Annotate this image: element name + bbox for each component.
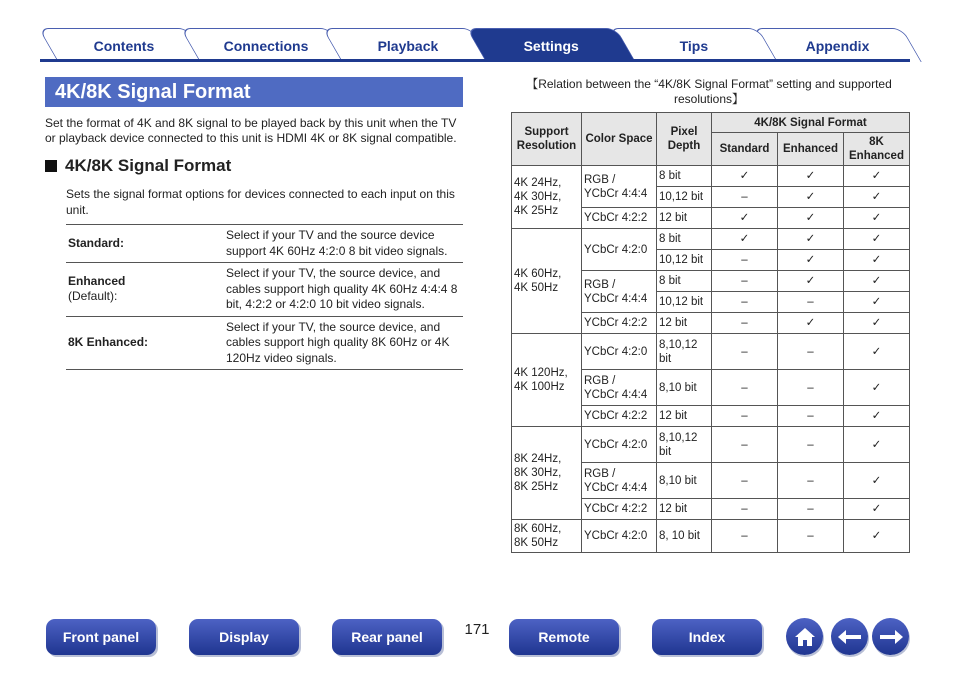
- standard-cell: –: [712, 292, 778, 313]
- standard-cell: –: [712, 427, 778, 463]
- color-space-cell: RGB / YCbCr 4:4:4: [582, 271, 657, 313]
- enhanced-cell: ✓: [778, 229, 844, 250]
- standard-cell: –: [712, 406, 778, 427]
- resolution-cell: 8K 60Hz, 8K 50Hz: [512, 520, 582, 553]
- standard-cell: –: [712, 520, 778, 553]
- 8k-enhanced-cell: ✓: [844, 208, 910, 229]
- 8k-enhanced-cell: ✓: [844, 370, 910, 406]
- 8k-enhanced-cell: ✓: [844, 187, 910, 208]
- page-number: 171: [464, 621, 490, 638]
- tab-contents[interactable]: Contents: [38, 28, 208, 62]
- tab-baseline: [40, 59, 910, 62]
- front-panel-button[interactable]: Front panel: [46, 619, 156, 655]
- left-column: [45, 77, 463, 370]
- enhanced-cell: ✓: [778, 166, 844, 187]
- pixel-depth-cell: 10,12 bit: [657, 292, 712, 313]
- color-space-cell: RGB / YCbCr 4:4:4: [582, 370, 657, 406]
- tab-playback[interactable]: Playback: [322, 28, 492, 62]
- tab-connections[interactable]: Connections: [180, 28, 350, 62]
- pixel-depth-cell: 10,12 bit: [657, 250, 712, 271]
- index-button[interactable]: Index: [652, 619, 762, 655]
- standard-cell: –: [712, 370, 778, 406]
- option-note: (Default):: [68, 289, 118, 304]
- pixel-depth-cell: 10,12 bit: [657, 187, 712, 208]
- enhanced-cell: ✓: [778, 250, 844, 271]
- 8k-enhanced-cell: ✓: [844, 427, 910, 463]
- resolution-table: [511, 112, 910, 553]
- option-name: Standard:: [68, 235, 125, 250]
- intro-text: Set the format of 4K and 8K signal to be played back by this unit when the TV or playback device connected to this unit is HDMI 4K or 8K signal compatible.: [45, 116, 457, 145]
- resolution-cell: 4K 120Hz, 4K 100Hz: [512, 334, 582, 427]
- 8k-enhanced-cell: ✓: [844, 406, 910, 427]
- standard-cell: –: [712, 334, 778, 370]
- standard-cell: –: [712, 499, 778, 520]
- enhanced-cell: ✓: [778, 187, 844, 208]
- standard-cell: –: [712, 313, 778, 334]
- options-table: [66, 224, 463, 370]
- back-arrow-icon[interactable]: [831, 618, 868, 655]
- 8k-enhanced-cell: ✓: [844, 463, 910, 499]
- pixel-depth-cell: 8 bit: [657, 229, 712, 250]
- enhanced-cell: –: [778, 370, 844, 406]
- header-standard: Standard: [712, 133, 778, 166]
- remote-button[interactable]: Remote: [509, 619, 619, 655]
- 8k-enhanced-cell: ✓: [844, 166, 910, 187]
- 8k-enhanced-cell: ✓: [844, 229, 910, 250]
- color-space-cell: YCbCr 4:2:0: [582, 427, 657, 463]
- table-row: [512, 166, 910, 187]
- pixel-depth-cell: 8,10 bit: [657, 370, 712, 406]
- option-row-8k-enhanced: [66, 316, 463, 370]
- 8k-enhanced-cell: ✓: [844, 520, 910, 553]
- color-space-cell: YCbCr 4:2:2: [582, 208, 657, 229]
- option-row-standard: [66, 225, 463, 263]
- enhanced-cell: –: [778, 463, 844, 499]
- standard-cell: ✓: [712, 208, 778, 229]
- resolution-cell: 8K 24Hz, 8K 30Hz, 8K 25Hz: [512, 427, 582, 520]
- tab-appendix[interactable]: Appendix: [752, 28, 922, 62]
- color-space-cell: YCbCr 4:2:0: [582, 229, 657, 271]
- forward-arrow-icon[interactable]: [872, 618, 909, 655]
- color-space-cell: YCbCr 4:2:0: [582, 520, 657, 553]
- option-desc: Select if your TV, the source device, and cables support high quality 8K 60Hz or 4K 120Hz video signals.: [224, 316, 463, 370]
- square-bullet-icon: [45, 160, 57, 172]
- standard-cell: ✓: [712, 229, 778, 250]
- page-title: 4K/8K Signal Format: [45, 77, 463, 107]
- enhanced-cell: –: [778, 427, 844, 463]
- enhanced-cell: ✓: [778, 313, 844, 334]
- header-enhanced: Enhanced: [778, 133, 844, 166]
- standard-cell: –: [712, 463, 778, 499]
- 8k-enhanced-cell: ✓: [844, 313, 910, 334]
- pixel-depth-cell: 8,10 bit: [657, 463, 712, 499]
- enhanced-cell: ✓: [778, 208, 844, 229]
- color-space-cell: YCbCr 4:2:2: [582, 499, 657, 520]
- color-space-cell: YCbCr 4:2:2: [582, 313, 657, 334]
- resolution-cell: 4K 60Hz, 4K 50Hz: [512, 229, 582, 334]
- enhanced-cell: –: [778, 406, 844, 427]
- resolution-cell: 4K 24Hz, 4K 30Hz, 4K 25Hz: [512, 166, 582, 229]
- subheading-description: Sets the signal format options for devices connected to each input on this unit.: [66, 187, 455, 217]
- header-8k-enhanced: 8K Enhanced: [844, 133, 910, 166]
- color-space-cell: YCbCr 4:2:2: [582, 406, 657, 427]
- top-tab-bar: [40, 26, 910, 62]
- pixel-depth-cell: 12 bit: [657, 313, 712, 334]
- 8k-enhanced-cell: ✓: [844, 292, 910, 313]
- pixel-depth-cell: 12 bit: [657, 499, 712, 520]
- pixel-depth-cell: 8,10,12 bit: [657, 427, 712, 463]
- subheading-text: 4K/8K Signal Format: [65, 156, 232, 175]
- color-space-cell: RGB / YCbCr 4:4:4: [582, 463, 657, 499]
- 8k-enhanced-cell: ✓: [844, 499, 910, 520]
- pixel-depth-cell: 12 bit: [657, 208, 712, 229]
- pixel-depth-cell: 8, 10 bit: [657, 520, 712, 553]
- option-desc: Select if your TV and the source device support 4K 60Hz 4:2:0 8 bit video signals.: [224, 225, 463, 263]
- standard-cell: ✓: [712, 166, 778, 187]
- enhanced-cell: –: [778, 499, 844, 520]
- table-row: [512, 229, 910, 250]
- rear-panel-button[interactable]: Rear panel: [332, 619, 442, 655]
- resolution-table-body: [512, 166, 910, 553]
- standard-cell: –: [712, 187, 778, 208]
- 8k-enhanced-cell: ✓: [844, 250, 910, 271]
- header-signal-format: 4K/8K Signal Format: [712, 113, 910, 133]
- table-row: [512, 334, 910, 370]
- header-pixel-depth: Pixel Depth: [657, 113, 712, 166]
- pixel-depth-cell: 8 bit: [657, 166, 712, 187]
- pixel-depth-cell: 12 bit: [657, 406, 712, 427]
- option-desc: Select if your TV, the source device, and cables support high quality 4K 60Hz 4:4:4 8 bit, 4:2:2 or 4:2:0 10 bit video signals.: [224, 263, 463, 317]
- enhanced-cell: –: [778, 292, 844, 313]
- table-caption: 【Relation between the “4K/8K Signal Format” setting and supported resolutions】: [526, 77, 892, 106]
- color-space-cell: YCbCr 4:2:0: [582, 334, 657, 370]
- pixel-depth-cell: 8,10,12 bit: [657, 334, 712, 370]
- table-row: [512, 520, 910, 553]
- display-button[interactable]: Display: [189, 619, 299, 655]
- subheading: [45, 156, 463, 176]
- table-row: [512, 427, 910, 463]
- home-icon[interactable]: [786, 618, 823, 655]
- 8k-enhanced-cell: ✓: [844, 271, 910, 292]
- enhanced-cell: –: [778, 520, 844, 553]
- 8k-enhanced-cell: ✓: [844, 334, 910, 370]
- pixel-depth-cell: 8 bit: [657, 271, 712, 292]
- standard-cell: –: [712, 250, 778, 271]
- tab-tips[interactable]: Tips: [608, 28, 778, 62]
- standard-cell: –: [712, 271, 778, 292]
- enhanced-cell: –: [778, 334, 844, 370]
- option-name: Enhanced: [68, 273, 126, 288]
- header-color-space: Color Space: [582, 113, 657, 166]
- enhanced-cell: ✓: [778, 271, 844, 292]
- color-space-cell: RGB / YCbCr 4:4:4: [582, 166, 657, 208]
- tab-settings[interactable]: Settings: [466, 28, 636, 62]
- header-support-resolution: Support Resolution: [512, 113, 582, 166]
- option-row-enhanced: [66, 263, 463, 317]
- option-name: 8K Enhanced:: [68, 335, 149, 349]
